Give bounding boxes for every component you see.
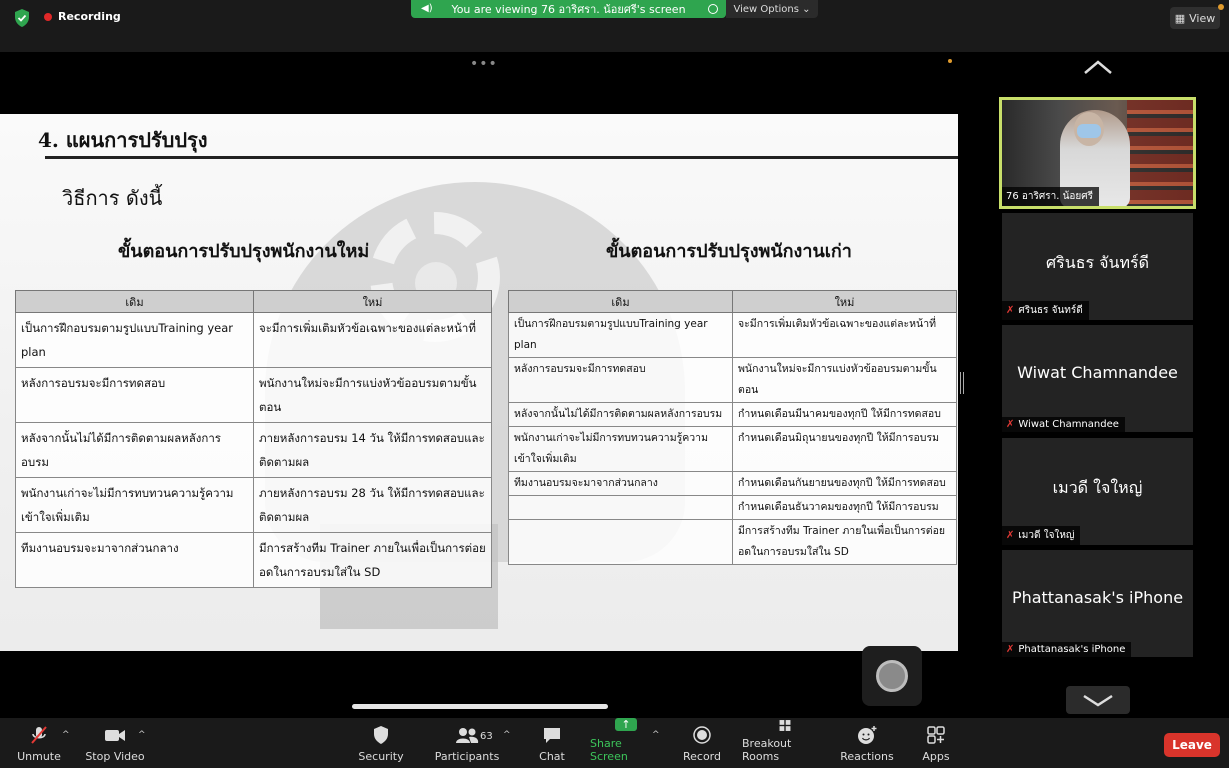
table-row [509,472,957,496]
chevron-up-icon[interactable]: ^ [62,730,70,740]
security-button[interactable] [356,718,406,768]
table-cell: หลังจากนั้นไม่ได้มีการติดตามผลหลังการอบรม [16,423,254,478]
reactions-label: Reactions [840,750,894,763]
participant-tile[interactable] [1002,325,1193,432]
view-button-label: View [1189,11,1216,25]
scroll-down-button[interactable] [1066,686,1130,714]
table-cell: หลังการอบรมจะมีการทดสอบ [16,368,254,423]
unmute-button[interactable] [14,718,64,768]
breakout-rooms-icon [774,718,796,733]
table-cell: จะมีการเพิ่มเติมหัวข้อเฉพาะของแต่ละหน้าที่ [254,313,492,368]
mic-muted-icon [28,724,50,746]
chevron-up-icon[interactable]: ^ [503,730,511,740]
slide-title: 4. แผนการปรับปรุง [38,128,208,152]
video-person-mask [1077,124,1101,138]
video-camera-icon [103,724,127,746]
breakout-rooms-label: Breakout Rooms [742,737,792,763]
title-divider [45,156,958,159]
participant-tile[interactable] [1002,550,1193,657]
more-options-icon[interactable]: ••• [470,56,498,72]
participants-button[interactable] [436,718,498,768]
smiley-icon [856,724,878,746]
table-cell [509,520,733,565]
table-cell: ทีมงานอบรมจะมาจากส่วนกลาง [16,533,254,588]
table-cell: กำหนดเดือนมีนาคมของทุกปี ให้มีการทดสอบ [733,403,957,427]
participant-count-badge: 63 [480,731,493,742]
share-screen-button[interactable] [590,718,662,768]
mic-muted-icon: ✗ [1006,419,1015,430]
participant-tile-active[interactable] [999,97,1196,209]
old-employee-heading: ขั้นตอนการปรับปรุงพนักงานเก่า [606,241,852,262]
col-header-new: ใหม่ [733,291,957,313]
security-label: Security [358,750,404,763]
stop-video-button[interactable] [84,718,146,768]
chat-button[interactable] [532,718,572,768]
table-cell: เป็นการฝึกอบรมตามรูปแบบTraining year plan [16,313,254,368]
table-cell: ภายหลังการอบรม 28 วัน ให้มีการทดสอบและติดตามผล [254,478,492,533]
leave-button[interactable]: Leave [1164,733,1220,757]
chevron-up-icon[interactable]: ^ [652,730,660,740]
share-screen-label: Share Screen [590,737,628,763]
table-cell: มีการสร้างทีม Trainer ภายในเพื่อเป็นการต่อยอดในการอบรมใส่ใน SD [254,533,492,588]
stop-video-label: Stop Video [85,750,145,763]
notification-dot [1218,4,1224,10]
table-cell: ภายหลังการอบรม 14 วัน ให้มีการทดสอบและติดตามผล [254,423,492,478]
mic-muted-icon: ✗ [1006,530,1015,541]
chat-label: Chat [539,750,565,763]
shield-check-icon[interactable] [12,8,32,28]
share-screen-icon: ↑ [615,718,637,731]
participant-display-name: Wiwat Chamnandee [1017,363,1178,382]
presentation-slide [0,114,958,651]
record-label: Record [682,750,721,763]
remote-control-button[interactable] [876,660,908,692]
table-row [509,427,957,472]
reactions-button[interactable] [840,718,894,768]
col-header-old: เดิม [16,291,254,313]
record-button[interactable] [680,718,724,768]
chevron-up-icon[interactable] [1082,58,1114,78]
table-cell [509,496,733,520]
table-cell: มีการสร้างทีม Trainer ภายในเพื่อเป็นการต่อยอดในการอบรมใส่ใน SD [733,520,957,565]
recording-dot-icon [44,13,52,21]
participant-name: 76 อาริศรา. น้อยศรี [1006,191,1094,202]
horizontal-scrollbar[interactable] [352,704,608,709]
old-employee-table [508,290,957,565]
participant-display-name: ศรินธร จันทร์ดี [1046,253,1149,272]
table-cell: จะมีการเพิ่มเติมหัวข้อเฉพาะของแต่ละหน้าที่ [733,313,957,358]
record-icon [691,724,713,746]
mic-muted-icon: ✗ [1006,644,1015,655]
table-cell: พนักงานใหม่จะมีการแบ่งหัวข้ออบรมตามขั้นตอน [733,358,957,403]
table-cell: กำหนดเดือนธันวาคมของทุกปี ให้มีการอบรม [733,496,957,520]
table-cell: พนักงานเก่าจะไม่มีการทบทวนความรู้ความเข้าใจเพิ่มเติม [16,478,254,533]
chevron-down-icon [1066,686,1130,714]
breakout-rooms-button[interactable] [742,718,828,768]
table-cell: พนักงานใหม่จะมีการแบ่งหัวข้ออบรมตามขั้นตอน [254,368,492,423]
table-row [16,313,492,368]
participant-tile[interactable] [1002,438,1193,545]
view-button[interactable] [1170,7,1220,29]
shared-screen [0,52,960,718]
speaker-icon: ◀) [421,3,433,14]
table-row [509,358,957,403]
unmute-label: Unmute [17,750,61,763]
table-cell: หลังจากนั้นไม่ได้มีการติดตามผลหลังการอบรม [509,403,733,427]
chevron-up-icon[interactable]: ^ [138,730,146,740]
participant-display-name: เมวดี ใจใหญ่ [1052,478,1143,497]
table-row [509,313,957,358]
viewing-banner-text: You are viewing 76 อาริศรา. น้อยศรี's screen [451,3,686,16]
col-header-new: ใหม่ [254,291,492,313]
view-options-button[interactable]: View Options ⌄ [726,0,818,18]
participant-name: Phattanasak's iPhone [1018,644,1126,655]
table-row [16,533,492,588]
participant-name-tag [1002,301,1089,320]
grid-view-icon: ▦ [1174,11,1186,25]
col-header-old: เดิม [509,291,733,313]
table-row [16,368,492,423]
circle-icon [708,4,718,14]
table-cell: หลังการอบรมจะมีการทดสอบ [509,358,733,403]
table-row [16,423,492,478]
participant-name-tag [1002,417,1125,432]
recording-label: Recording [58,10,121,23]
participant-name-tag [1002,187,1099,206]
table-cell: เป็นการฝึกอบรมตามรูปแบบTraining year plan [509,313,733,358]
table-row [509,496,957,520]
meeting-toolbar [0,718,1229,768]
table-cell: พนักงานเก่าจะไม่มีการทบทวนความรู้ความเข้าใจเพิ่มเติม [509,427,733,472]
participant-name: Wiwat Chamnandee [1018,419,1119,430]
table-cell: กำหนดเดือนกันยายนของทุกปี ให้มีการทดสอบ [733,472,957,496]
participant-display-name: Phattanasak's iPhone [1011,588,1184,607]
chat-icon [541,724,563,746]
participant-name: ศรินธร จันทร์ดี [1018,305,1083,316]
participant-name-tag [1002,526,1080,545]
video-shelf [1127,100,1193,208]
panel-resize-handle[interactable] [960,372,964,394]
apps-button[interactable] [916,718,956,768]
apps-icon [925,724,947,746]
shield-icon [370,724,392,746]
new-employee-table [15,290,492,588]
participant-name-tag [1002,642,1131,657]
slide-subtitle: วิธีการ ดังนี้ [62,186,163,210]
status-dot [948,59,952,63]
recording-indicator[interactable] [44,10,121,23]
participants-label: Participants [434,750,500,763]
table-cell: กำหนดเดือนมิถุนายนของทุกปี ให้มีการอบรม [733,427,957,472]
table-row [509,403,957,427]
table-cell: ทีมงานอบรมจะมาจากส่วนกลาง [509,472,733,496]
apps-label: Apps [922,750,950,763]
table-row [16,478,492,533]
table-row [509,520,957,565]
participant-tile[interactable] [1002,213,1193,320]
mic-muted-icon: ✗ [1006,305,1015,316]
top-bar [0,0,1229,52]
viewing-banner [411,0,726,18]
new-employee-heading: ขั้นตอนการปรับปรุงพนักงานใหม่ [118,241,370,262]
participants-icon [454,724,480,746]
participant-name: เมวดี ใจใหญ่ [1018,530,1075,541]
